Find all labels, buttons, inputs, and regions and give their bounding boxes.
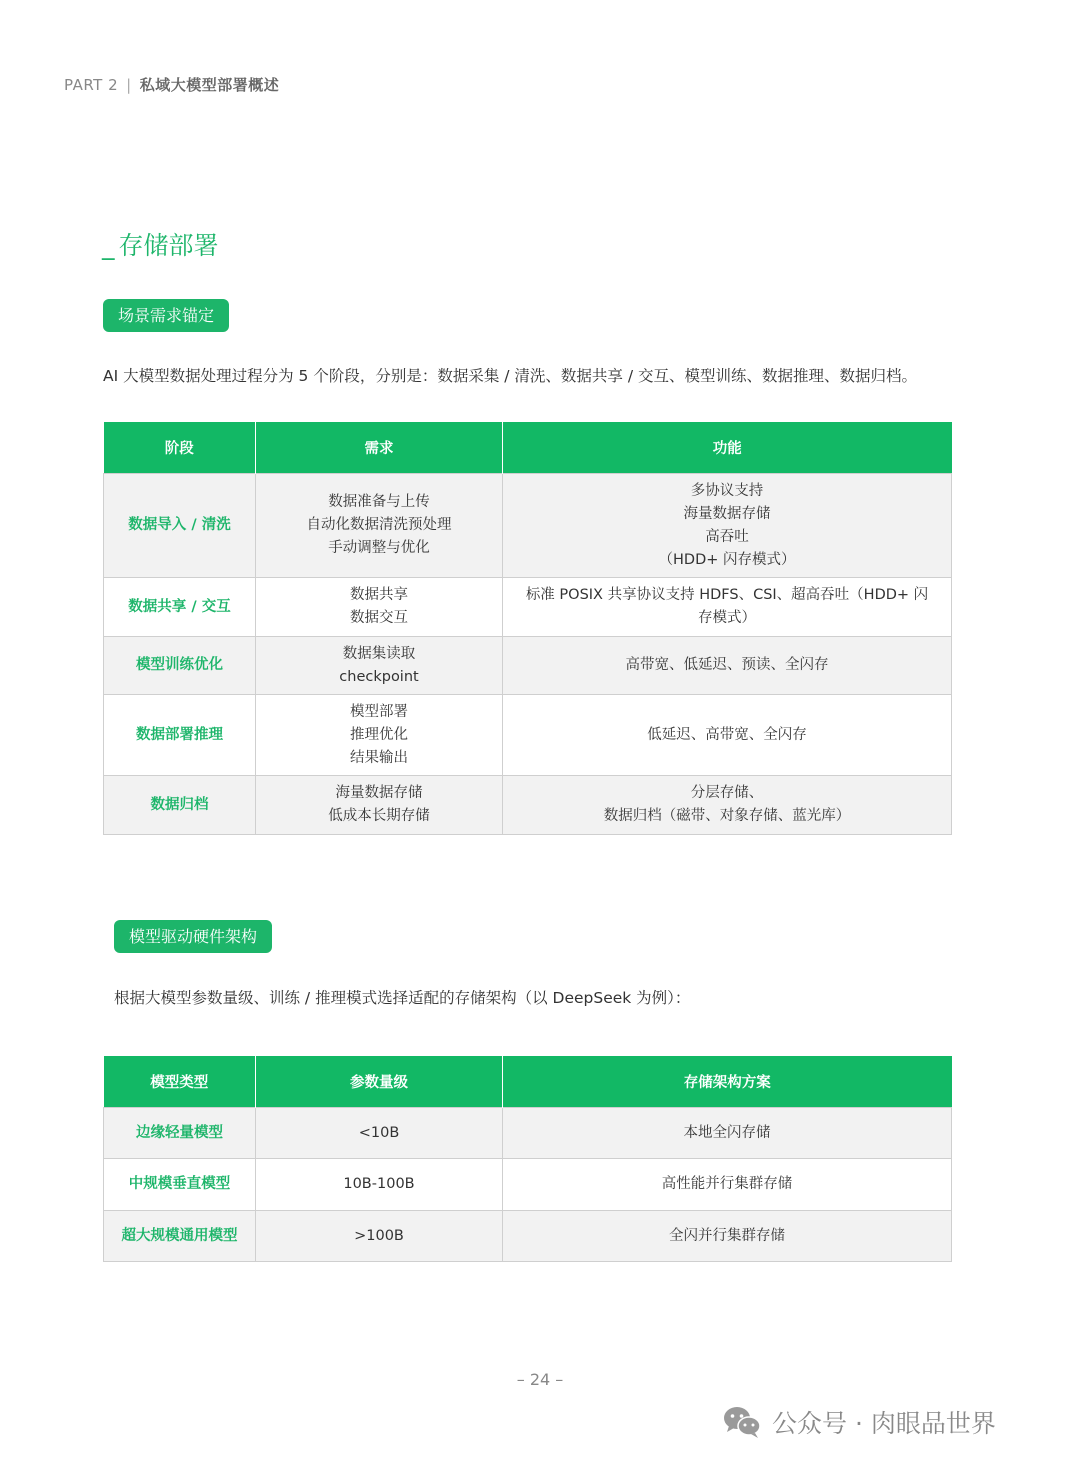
needs-line: 数据集读取 — [342, 645, 416, 662]
hardware-pill: 模型驱动硬件架构 — [114, 920, 272, 953]
needs-line: checkpoint — [339, 668, 419, 685]
functions-cell — [503, 578, 952, 637]
stage-cell: 数据归档 — [104, 776, 256, 835]
functions-cell — [503, 637, 952, 695]
page-number: – 24 – — [516, 1370, 564, 1389]
page-header — [64, 74, 279, 95]
functions-cell — [503, 695, 952, 776]
functions-line: 标准 POSIX 共享协议支持 HDFS、CSI、超高吞吐（HDD+ 闪 — [525, 587, 929, 603]
section-title — [102, 226, 219, 262]
functions-line: 海量数据存储 — [683, 505, 771, 522]
header-needs: 需求 — [256, 422, 503, 474]
param-cell: >100B — [256, 1211, 503, 1262]
model-table-header — [104, 1056, 952, 1108]
table-row — [104, 1159, 952, 1211]
arch-cell: 高性能并行集群存储 — [503, 1159, 952, 1211]
table-row — [104, 1108, 952, 1159]
model-type-cell: 超大规模通用模型 — [104, 1211, 256, 1262]
table-row — [104, 776, 952, 835]
needs-line: 数据准备与上传 — [328, 494, 430, 510]
stage-cell: 数据共享 / 交互 — [104, 578, 256, 637]
header-functions: 功能 — [503, 422, 952, 474]
header-stage: 阶段 — [104, 422, 256, 474]
intro-paragraph-1: AI 大模型数据处理过程分为 5 个阶段，分别是：数据采集 / 清洗、数据共享 / 交互、模型训练、数据推理、数据归档。 — [103, 367, 917, 385]
needs-cell — [256, 695, 503, 776]
functions-line: 多协议支持 — [690, 482, 764, 499]
arch-cell: 本地全闪存储 — [503, 1108, 952, 1159]
table-row — [104, 578, 952, 637]
needs-line: 数据共享 — [350, 587, 408, 603]
stage-table — [103, 422, 952, 835]
needs-line: 低成本长期存储 — [328, 808, 430, 824]
param-cell: 10B-100B — [256, 1159, 503, 1211]
needs-line: 模型部署 — [350, 703, 408, 720]
model-type-cell: 中规模垂直模型 — [104, 1159, 256, 1211]
table-row — [104, 474, 952, 578]
functions-line: 数据归档（磁带、对象存储、蓝光库） — [603, 808, 851, 824]
stage-table-header — [104, 422, 952, 474]
needs-cell — [256, 578, 503, 637]
functions-cell — [503, 474, 952, 578]
functions-line: 高吞吐 — [705, 528, 749, 545]
table-row — [104, 1211, 952, 1262]
model-table — [103, 1056, 952, 1262]
scenario-pill: 场景需求锚定 — [103, 299, 229, 332]
watermark — [722, 1402, 996, 1442]
watermark-text: 公众号 · 肉眼品世界 — [772, 1409, 996, 1438]
functions-line: 分层存储、 — [690, 785, 764, 801]
functions-line: 低延迟、高带宽、全闪存 — [647, 726, 807, 743]
needs-line: 手动调整与优化 — [328, 540, 430, 556]
part-label: PART 2 — [64, 76, 119, 94]
functions-line: （HDD+ 闪存模式） — [658, 551, 796, 568]
header-param-scale: 参数量级 — [256, 1056, 503, 1108]
needs-line: 数据交互 — [350, 610, 408, 626]
header-separator: | — [126, 76, 132, 94]
param-cell: <10B — [256, 1108, 503, 1159]
stage-cell: 模型训练优化 — [104, 637, 256, 695]
model-type-cell: 边缘轻量模型 — [104, 1108, 256, 1159]
functions-line: 高带宽、低延迟、预读、全闪存 — [625, 657, 829, 673]
needs-line: 结果输出 — [350, 749, 408, 766]
wechat-icon — [722, 1405, 762, 1439]
functions-line: 存模式） — [698, 610, 756, 626]
arch-cell: 全闪并行集群存储 — [503, 1211, 952, 1262]
needs-cell — [256, 637, 503, 695]
needs-cell — [256, 474, 503, 578]
functions-cell — [503, 776, 952, 835]
stage-cell: 数据导入 / 清洗 — [104, 474, 256, 578]
needs-line: 推理优化 — [350, 726, 408, 743]
needs-cell — [256, 776, 503, 835]
chapter-title: 私域大模型部署概述 — [139, 76, 280, 94]
needs-line: 自动化数据清洗预处理 — [306, 517, 452, 533]
needs-line: 海量数据存储 — [335, 785, 423, 801]
intro-paragraph-2: 根据大模型参数量级、训练 / 推理模式选择适配的存储架构（以 DeepSeek 为例）： — [114, 989, 691, 1007]
stage-cell: 数据部署推理 — [104, 695, 256, 776]
section-title-text: 存储部署 — [118, 231, 219, 260]
table-row — [104, 695, 952, 776]
title-underscore: _ — [102, 231, 115, 260]
table-row — [104, 637, 952, 695]
header-storage-arch: 存储架构方案 — [503, 1056, 952, 1108]
header-model-type: 模型类型 — [104, 1056, 256, 1108]
